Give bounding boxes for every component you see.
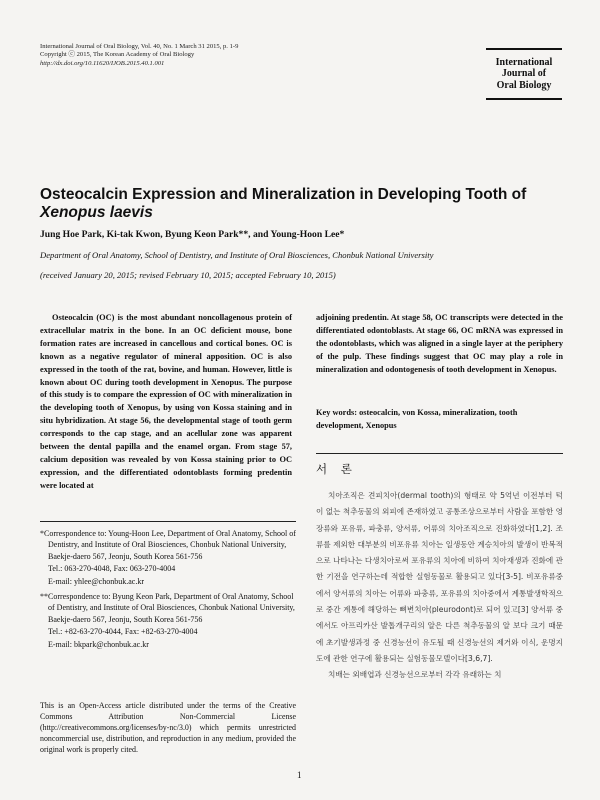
journal-citation: [40, 43, 238, 68]
journal-name-line: Oral Biology: [496, 79, 552, 91]
section-rule: [316, 453, 563, 454]
introduction-text: [316, 488, 563, 684]
contact-phone: Tel.: 063-270-4048, Fax: 063-270-4004: [48, 564, 176, 574]
title-species: Xenopus laevis: [40, 204, 153, 221]
paper-title: [40, 186, 564, 222]
author-list: Jung Hoe Park, Ki-tak Kwon, Byung Keon Park**, and Young-Hoon Lee*: [40, 229, 345, 240]
received-dates: (received January 20, 2015; revised February 10, 2015; accepted February 10, 2015): [40, 270, 336, 280]
footnote-rule: [40, 521, 296, 522]
journal-name-box: [486, 48, 562, 100]
abstract-right: adjoining predentin. At stage 58, OC transcripts were detected in the differentiated odontoblasts. At stage 66, OC mRNA was expressed in the odontoblasts, which was aligned in a single layer at the periphery of the pulp. These findings suggest that OC may play a role in mineralization and odontogenesis of tooth development in Xenopus.: [316, 313, 563, 374]
journal-name-line: Journal of: [501, 68, 547, 80]
journal-citation-line: International Journal of Oral Biology, Vol. 40, No. 1 March 31 2015, p. 1-9: [40, 43, 239, 50]
abstract-left: Osteocalcin (OC) is the most abundant noncollagenous protein of extracellular matrix in the bone. In an OC deficient mouse, bone formation rates are increased in cancellous and cortical bones. OC is known as a negative regulator of mineral apposition. OC is also expressed in the tooth of the rat, bovine, and human. However, little is known about OC during tooth development in Xenopus. The purpose of this study is to compare the expression of OC with mineralization in the developing tooth of Xenopus, by using von Kossa staining and in situ hybridization. At stage 56, the developmental stage of tooth germ corresponds to the cap stage, and an acellular zone was apparent between the dental papilla and the enamel organ. From stage 57, calcium deposition was revealed by von Kossa staining prior to OC expression, and the differentiated odontoblasts forming predentin were located at: [40, 313, 292, 490]
copyright-line: Copyright ⓒ 2015, The Korean Academy of Oral Biology: [40, 51, 195, 59]
contact-email[interactable]: E-mail: yhlee@chonbuk.ac.kr: [48, 576, 144, 586]
correspondence-author-2: **Correspondence to: Byung Keon Park, Department of Oral Anatomy, School of Dentistry, and Institute of Oral Biosciences, Chonbuk National University, Baekje-daero 567, Jeonju, South Korea 561-756: [40, 592, 295, 624]
open-access-notice: This is an Open-Access article distributed under the terms of the Creative Commons Attribution Non-Commercial License (http://creativecommons.org/licenses/by-nc/3.0) which permits unrestricted noncommercial use, distribution, and reproduction in any medium, provided the original work is properly cited.: [40, 701, 296, 754]
contact-phone: Tel.: +82-63-270-4044, Fax: +82-63-270-4004: [48, 627, 198, 637]
intro-paragraph-2: 치배는 외배엽과 신경능선으로부터 각각 유래하는 치: [328, 670, 502, 680]
page-number: 1: [297, 770, 302, 780]
section-heading: 서 론: [316, 462, 357, 476]
contact-email[interactable]: E-mail: bkpark@chonbuk.ac.kr: [48, 639, 149, 649]
keywords: Key words: osteocalcin, von Kossa, mineralization, tooth development, Xenopus: [316, 408, 518, 430]
affiliation: Department of Oral Anatomy, School of Dentistry, and Institute of Oral Biosciences, Chonbuk National University: [40, 250, 434, 260]
correspondence-author-1: *Correspondence to: Young-Hoon Lee, Department of Oral Anatomy, School of Dentistry, and Institute of Oral Biosciences, Chonbuk National University, Baekje-daero 567, Jeonju, South Korea 561-756: [40, 529, 296, 561]
doi-link[interactable]: http://dx.doi.org/10.11620/IJOB.2015.40.1.001: [40, 59, 165, 67]
title-main: Osteocalcin Expression and Mineralization in Developing Tooth of: [40, 186, 527, 203]
correspondence-block: [40, 528, 296, 651]
intro-paragraph: 치아조직은 견피치아(dermal tooth)의 형태로 약 5억년 이전부터 턱이 없는 척추동물의 외피에 존재하였고 공통조상으로부터 사람을 포함한 영장류와 포유류, 파충류, 양서류, 어류의 치아조직으로 진화하였다[1,2]. 조류를 제외한 대부분의 비포유류 치아는 일생동안 계승치아의 발생이 반복적으로 나타나는 다생치아로써 포유류의 치아에 비하여 치아재생과 진화에 관한 기전을 연구하는데 적합한 실험동물로 활용되고 있다[3-5]. 비포유류중에서 양서류의 치아는 어류와 파충류, 포유류의 치아중에서 계통발생학적으로 중간 계통에 해당하는 뼈변치아(pleurodont)로 되어 있고[3] 양서류 중에서도 아프리카산 발톱개구리의 알은 다른 척추동물의 알 보다 크기 때문에 초기발생과정 중 신경능선이 유도될 때 신경능선의 제거와 이식, 운명지도에 관한 연구에 활용되는 실험동물모델이다[3,6,7].: [316, 491, 563, 663]
journal-name-line: International: [495, 56, 553, 68]
